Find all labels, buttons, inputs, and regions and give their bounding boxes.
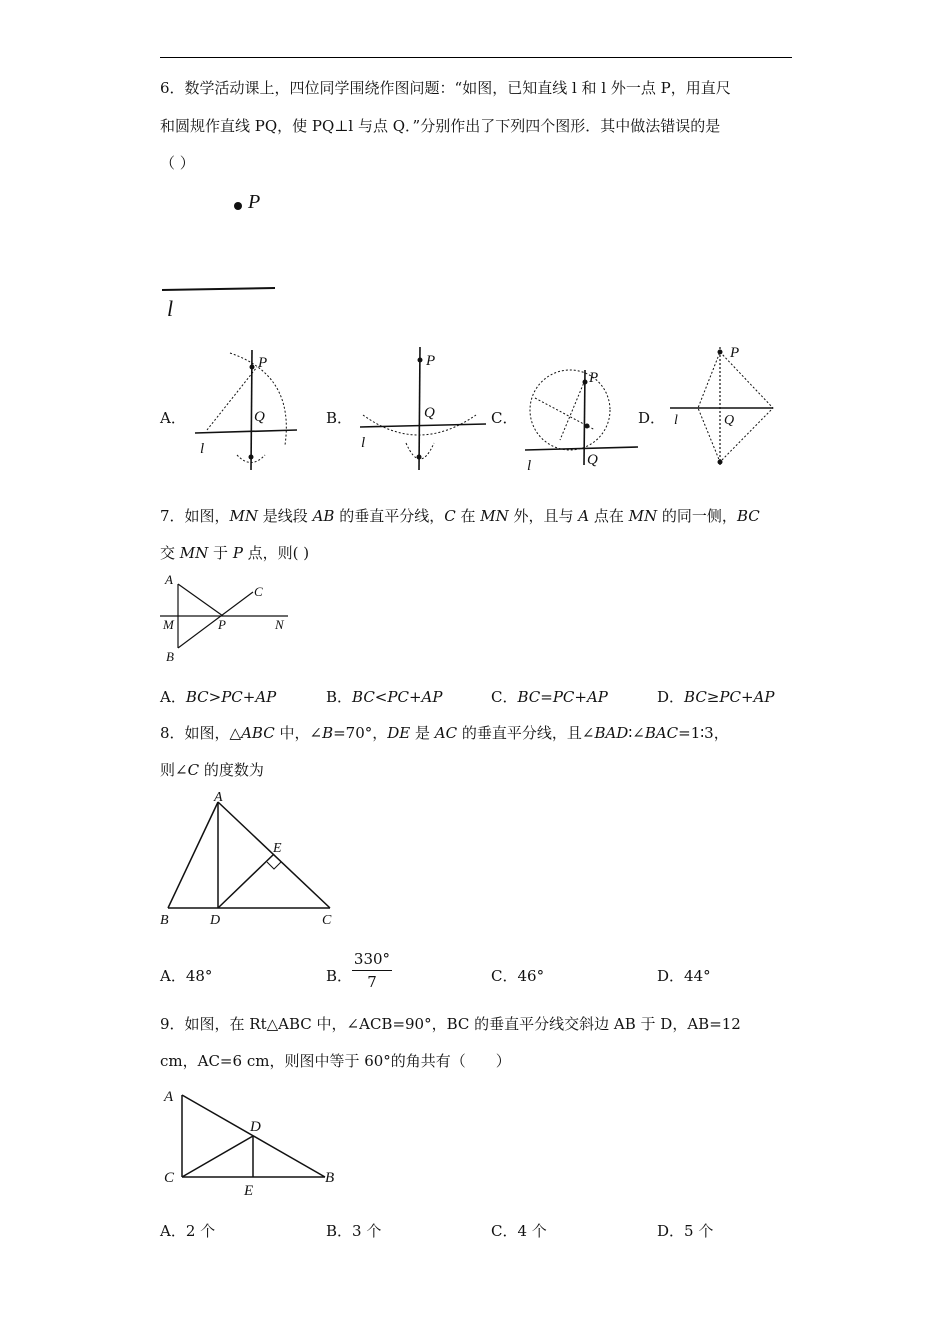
svg-text:A: A: [165, 572, 173, 587]
svg-text:B: B: [160, 913, 169, 928]
q7-option-c[interactable]: C．BC=PC+AP: [491, 688, 608, 706]
q6-figure-d: [668, 342, 778, 472]
svg-text:B: B: [166, 649, 174, 664]
label-p: P: [248, 191, 261, 213]
svg-text:D: D: [250, 1119, 261, 1135]
q7-option-b[interactable]: B．BC<PC+AP: [326, 688, 443, 706]
svg-text:C: C: [254, 584, 263, 599]
q6-option-b[interactable]: B．: [326, 409, 353, 427]
q9-option-d[interactable]: D．5 个: [657, 1222, 714, 1240]
q8-option-c[interactable]: C．46°: [491, 967, 545, 985]
svg-text:A: A: [164, 1089, 174, 1105]
q6-line-1: 6．数学活动课上，四位同学围绕作图问题：“如图，已知直线 l 和 l 外一点 P，用直尺: [160, 79, 731, 97]
q6-line-2: 和圆规作直线 PQ，使 PQ⊥l 与点 Q．”分别作出了下列四个图形．其中做法错误的是: [160, 117, 721, 135]
svg-text:l: l: [361, 435, 366, 451]
svg-text:P: P: [426, 353, 436, 369]
svg-text:Q: Q: [724, 413, 735, 428]
svg-text:l: l: [674, 413, 678, 428]
svg-text:P: P: [589, 370, 599, 386]
q6-option-d[interactable]: D．: [638, 409, 666, 427]
q7-line-2: 交 MN 于 P 点，则( ): [160, 544, 310, 562]
svg-text:Q: Q: [587, 452, 598, 468]
svg-text:l: l: [527, 458, 532, 474]
label-l: l: [167, 296, 174, 321]
q6-option-a[interactable]: A．: [160, 409, 186, 427]
fraction-denominator: 7: [367, 973, 377, 991]
svg-text:A: A: [214, 790, 223, 805]
fraction-bar: [352, 970, 392, 971]
svg-text:D: D: [210, 913, 221, 928]
q8-option-b-label[interactable]: B．: [326, 967, 353, 985]
q6-option-c[interactable]: C．: [491, 409, 518, 427]
q9-option-b[interactable]: B．3 个: [326, 1222, 382, 1240]
q6-figure-c: [515, 360, 640, 475]
q8-line-1: 8．如图，△ABC 中，∠B=70°，DE 是 AC 的垂直平分线，且∠BAD∶∠BAC=1∶3，: [160, 724, 729, 742]
q9-option-c[interactable]: C．4 个: [491, 1222, 547, 1240]
q7-figure: [158, 572, 298, 667]
svg-text:E: E: [244, 1183, 254, 1199]
svg-text:C: C: [164, 1170, 175, 1186]
q8-option-a[interactable]: A．48°: [160, 967, 213, 985]
q9-option-a[interactable]: A．2 个: [160, 1222, 216, 1240]
point-p-dot: [234, 202, 242, 210]
svg-text:P: P: [258, 355, 268, 371]
fraction-numerator: 330°: [353, 950, 391, 968]
svg-text:Q: Q: [424, 405, 435, 421]
q8-figure: [158, 788, 348, 928]
q7-option-d[interactable]: D．BC≥PC+AP: [657, 688, 775, 706]
svg-text:Q: Q: [254, 409, 265, 425]
svg-text:E: E: [273, 841, 282, 856]
line-l: [162, 288, 275, 290]
q9-figure: [160, 1085, 350, 1200]
svg-text:C: C: [322, 913, 332, 928]
q6-figure-b: [358, 345, 488, 475]
q6-line-3: （ ）: [160, 154, 195, 172]
q9-line-1: 9．如图，在 Rt△ABC 中，∠ACB=90°，BC 的垂直平分线交斜边 AB 于 D，AB=12: [160, 1015, 741, 1033]
svg-text:N: N: [275, 617, 284, 632]
svg-text:P: P: [730, 345, 740, 361]
svg-text:l: l: [200, 441, 205, 457]
q6-figure-a: [185, 345, 305, 475]
svg-text:M: M: [163, 617, 174, 632]
q8-line-2: 则∠C 的度数为: [160, 761, 264, 779]
q7-option-a[interactable]: A．BC>PC+AP: [160, 688, 277, 706]
svg-text:P: P: [218, 617, 226, 632]
q8-option-d[interactable]: D．44°: [657, 967, 711, 985]
svg-text:B: B: [325, 1170, 335, 1186]
q9-line-2: cm，AC=6 cm，则图中等于 60°的角共有（ ）: [160, 1052, 511, 1070]
header-rule: [160, 57, 792, 58]
q6-given-figure: [160, 188, 290, 328]
q7-line-1: 7．如图，MN 是线段 AB 的垂直平分线，C 在 MN 外，且与 A 点在 MN 的同一侧，BC: [160, 507, 760, 525]
q8-option-b-fraction[interactable]: [352, 950, 392, 991]
